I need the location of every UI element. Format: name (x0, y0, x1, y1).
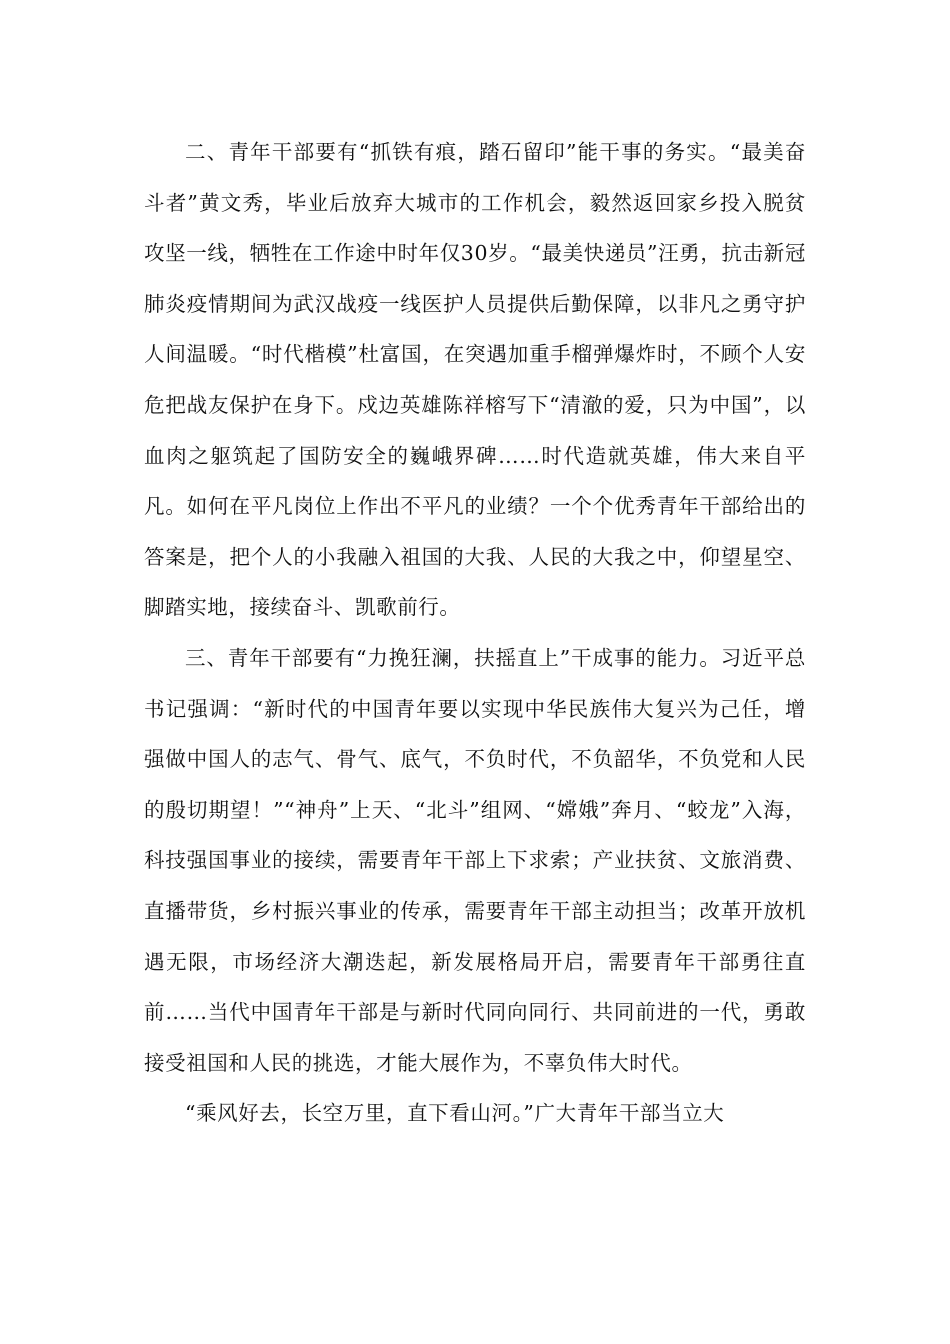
document-body (144, 127, 806, 1139)
paragraph-two: 二、青年干部要有“抓铁有痕，踏石留印”能干事的务实。“最美奋斗者”黄文秀，毕业后放弃大城市的工作机会，毅然返回家乡投入脱贫攻坚一线，牺牲在工作途中时年仅30岁。“最美快递员”汪勇，抗击新冠肺炎疫情期间为武汉战疫一线医护人员提供后勤保障，以非凡之勇守护人间温暖。“时代楷模”杜富国，在突遇加重手榴弹爆炸时，不顾个人安危把战友保护在身下。戍边英雄陈祥榕写下“清澈的爱，只为中国”，以血肉之躯筑起了国防安全的巍峨界碑……时代造就英雄，伟大来自平凡。如何在平凡岗位上作出不平凡的业绩？一个个优秀青年干部给出的答案是，把个人的小我融入祖国的大我、人民的大我之中，仰望星空、脚踏实地，接续奋斗、凯歌前行。 (144, 140, 806, 620)
paragraph-three: 三、青年干部要有“力挽狂澜，扶摇直上”干成事的能力。习近平总书记强调：“新时代的中国青年要以实现中华民族伟大复兴为己任，增强做中国人的志气、骨气、底气，不负时代，不负韶华，不负党和人民的殷切期望！”“神舟”上天、“北斗”组网、“嫦娥”奔月、“蛟龙”入海，科技强国事业的接续，需要青年干部上下求索；产业扶贫、文旅消费、直播带货，乡村振兴事业的传承，需要青年干部主动担当；改革开放机遇无限，市场经济大潮迭起，新发展格局开启，需要青年干部勇往直前……当代中国青年干部是与新时代同向同行、共同前进的一代，勇敢接受祖国和人民的挑选，才能大展作为，不辜负伟大时代。 (144, 645, 806, 1075)
paragraph-closing: “乘风好去，长空万里，直下看山河。”广大青年干部当立大 (185, 1101, 725, 1126)
